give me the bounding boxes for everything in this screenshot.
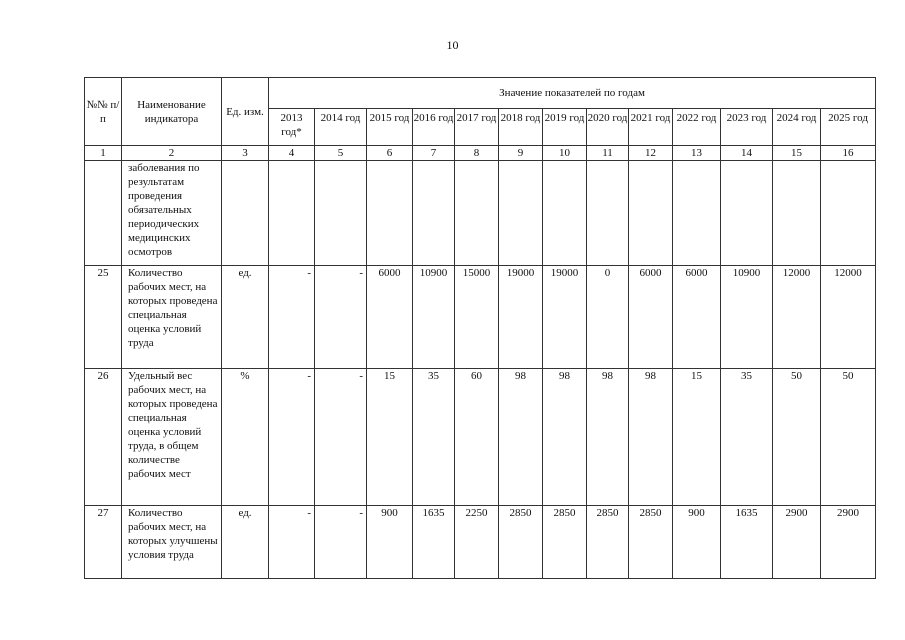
value-cell: -: [315, 266, 367, 369]
value-cell: [773, 161, 821, 266]
table-row: [85, 369, 876, 506]
column-number-row: [85, 146, 876, 161]
value-cell: 6000: [367, 266, 413, 369]
header-num: №№ п/п: [85, 78, 122, 146]
value-cell: 12000: [821, 266, 876, 369]
row-number: [85, 161, 122, 266]
unit-cell: ед.: [222, 266, 269, 369]
value-cell: [499, 161, 543, 266]
value-cell: 2850: [629, 506, 673, 579]
year-header: 2020 год: [587, 109, 629, 146]
value-cell: 2250: [455, 506, 499, 579]
value-cell: 15: [673, 369, 721, 506]
value-cell: 1635: [413, 506, 455, 579]
column-number: 1: [85, 146, 122, 161]
year-header: 2015 год: [367, 109, 413, 146]
indicators-table: [84, 77, 876, 579]
header-years-title: Значение показателей по годам: [269, 78, 876, 109]
column-number: 7: [413, 146, 455, 161]
value-cell: [629, 161, 673, 266]
column-number: 8: [455, 146, 499, 161]
value-cell: 10900: [413, 266, 455, 369]
value-cell: [455, 161, 499, 266]
year-header: 2016 год: [413, 109, 455, 146]
row-number: 25: [85, 266, 122, 369]
value-cell: 60: [455, 369, 499, 506]
column-number: 11: [587, 146, 629, 161]
value-cell: [821, 161, 876, 266]
value-cell: 6000: [673, 266, 721, 369]
table-row: [85, 506, 876, 579]
year-header: 2022 год: [673, 109, 721, 146]
column-number: 15: [773, 146, 821, 161]
year-header: 2021 год: [629, 109, 673, 146]
unit-cell: ед.: [222, 506, 269, 579]
value-cell: [721, 161, 773, 266]
year-header: 2013 год*: [269, 109, 315, 146]
value-cell: 900: [367, 506, 413, 579]
year-header: 2019 год: [543, 109, 587, 146]
value-cell: 15: [367, 369, 413, 506]
row-number: 26: [85, 369, 122, 506]
value-cell: 6000: [629, 266, 673, 369]
header-name: Наименование индикатора: [122, 78, 222, 146]
value-cell: -: [269, 369, 315, 506]
column-number: 12: [629, 146, 673, 161]
indicator-name: Удельный вес рабочих мест, на которых проведена специальная оценка условий труда, в общем количестве рабочих мест: [122, 369, 222, 506]
value-cell: 98: [587, 369, 629, 506]
year-header: 2018 год: [499, 109, 543, 146]
value-cell: 98: [499, 369, 543, 506]
column-number: 10: [543, 146, 587, 161]
column-number: 13: [673, 146, 721, 161]
column-number: 4: [269, 146, 315, 161]
value-cell: [673, 161, 721, 266]
table-row: [85, 161, 876, 266]
value-cell: [413, 161, 455, 266]
page-number: 10: [446, 38, 459, 52]
column-number: 2: [122, 146, 222, 161]
indicator-name: заболевания по результатам проведения обязательных периодических медицинских осмотров: [122, 161, 222, 266]
column-number: 6: [367, 146, 413, 161]
value-cell: 15000: [455, 266, 499, 369]
value-cell: 1635: [721, 506, 773, 579]
value-cell: [587, 161, 629, 266]
value-cell: -: [315, 369, 367, 506]
value-cell: 2850: [587, 506, 629, 579]
year-header: 2014 год: [315, 109, 367, 146]
value-cell: 2850: [543, 506, 587, 579]
value-cell: 10900: [721, 266, 773, 369]
value-cell: 900: [673, 506, 721, 579]
indicator-name: Количество рабочих мест, на которых улучшены условия труда: [122, 506, 222, 579]
value-cell: 2900: [821, 506, 876, 579]
value-cell: 50: [773, 369, 821, 506]
year-header: 2023 год: [721, 109, 773, 146]
year-header: 2025 год: [821, 109, 876, 146]
column-number: 16: [821, 146, 876, 161]
indicator-name: Количество рабочих мест, на которых проведена специальная оценка условий труда: [122, 266, 222, 369]
value-cell: 19000: [543, 266, 587, 369]
column-number: 3: [222, 146, 269, 161]
column-number: 9: [499, 146, 543, 161]
value-cell: [543, 161, 587, 266]
value-cell: 19000: [499, 266, 543, 369]
value-cell: 2900: [773, 506, 821, 579]
value-cell: [269, 161, 315, 266]
unit-cell: %: [222, 369, 269, 506]
value-cell: -: [269, 506, 315, 579]
row-number: 27: [85, 506, 122, 579]
value-cell: 12000: [773, 266, 821, 369]
unit-cell: [222, 161, 269, 266]
year-header: 2017 год: [455, 109, 499, 146]
value-cell: 50: [821, 369, 876, 506]
value-cell: [315, 161, 367, 266]
table-row: [85, 266, 876, 369]
value-cell: 98: [543, 369, 587, 506]
value-cell: 2850: [499, 506, 543, 579]
value-cell: 0: [587, 266, 629, 369]
value-cell: 98: [629, 369, 673, 506]
year-header: 2024 год: [773, 109, 821, 146]
value-cell: -: [269, 266, 315, 369]
value-cell: [367, 161, 413, 266]
column-number: 5: [315, 146, 367, 161]
value-cell: 35: [721, 369, 773, 506]
header-unit: Ед. изм.: [222, 78, 269, 146]
value-cell: 35: [413, 369, 455, 506]
value-cell: -: [315, 506, 367, 579]
column-number: 14: [721, 146, 773, 161]
